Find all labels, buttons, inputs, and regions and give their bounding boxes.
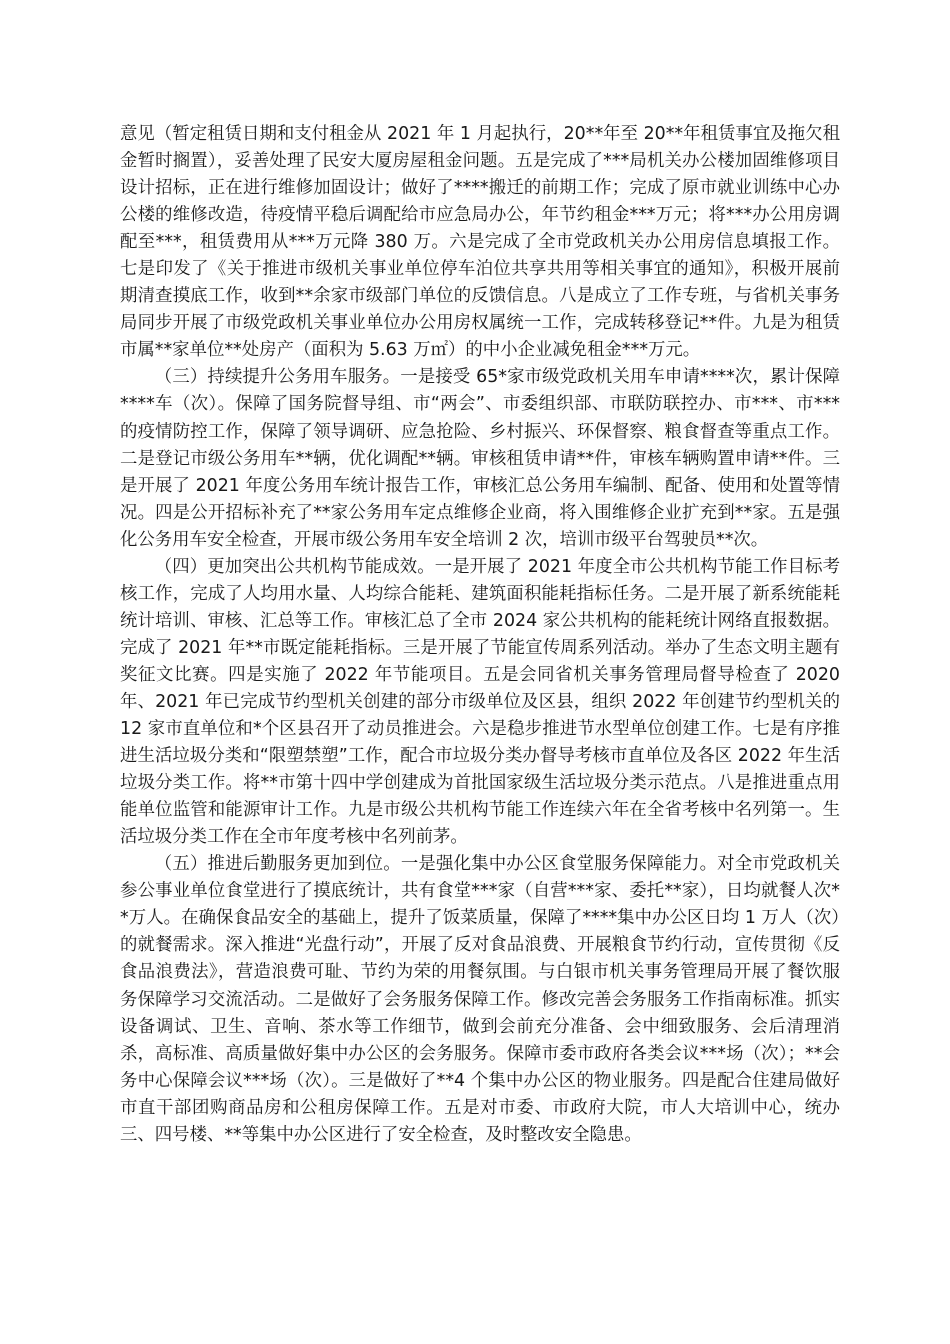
document-body bbox=[120, 121, 840, 1149]
paragraph-official-vehicles: （三）持续提升公务用车服务。一是接受 65*家市级党政机关用车申请****次，累计保障****车（次）。保障了国务院督导组、市“两会”、市委组织部、市联防联控办、市***、市***的疫情防控工作，保障了领导调研、应急抢险、乡村振兴、环保督察、粮食督查等重点工作。二是登记市级公务用车**辆，优化调配**辆。审核租赁申请**件，审核车辆购置申请**件。三是开展了 2021 年度公务用车统计报告工作，审核汇总公务用车编制、配备、使用和处置等情况。四是公开招标补充了**家公务用车定点维修企业商，将入围维修企业扩充到**家。五是强化公务用车安全检查，开展市级公务用车安全培训 2 次，培训市级平台驾驶员**次。 bbox=[120, 367, 840, 550]
paragraph-office-housing: 意见（暂定租赁日期和支付租金从 2021 年 1 月起执行，20**年至 20**年租赁事宜及拖欠租金暂时搁置），妥善处理了民安大厦房屋租金问题。五是完成了***局机关办公楼加固维修项目设计招标，正在进行维修加固设计；做好了****搬迁的前期工作；完成了原市就业训练中心办公楼的维修改造，待疫情平稳后调配给市应急局办公，年节约租金***万元；将***办公用房调配至***，租赁费用从***万元降 380 万。六是完成了全市党政机关办公用房信息填报工作。七是印发了《关于推进市级机关事业单位停车泊位共享共用等相关事宜的通知》，积极开展前期清查摸底工作，收到**余家市级部门单位的反馈信息。八是成立了工作专班，与省机关事务局同步开展了市级党政机关事业单位办公用房权属统一工作，完成转移登记**件。九是为租赁市属**家单位**处房产（面积为 5.63 万㎡）的中小企业减免租金***万元。 bbox=[120, 124, 840, 361]
paragraph-logistics-services: （五）推进后勤服务更加到位。一是强化集中办公区食堂服务保障能力。对全市党政机关参公事业单位食堂进行了摸底统计，共有食堂***家（自营***家、委托**家），日均就餐人次**万人。在确保食品安全的基础上，提升了饭菜质量，保障了****集中办公区日均 1 万人（次）的就餐需求。深入推进“光盘行动”，开展了反对食品浪费、开展粮食节约行动，宣传贯彻《反食品浪费法》，营造浪费可耻、节约为荣的用餐氛围。与白银市机关事务管理局开展了餐饮服务保障学习交流活动。二是做好了会务服务保障工作。修改完善会务服务工作指南标准。抓实设备调试、卫生、音响、茶水等工作细节，做到会前充分准备、会中细致服务、会后清理消杀，高标准、高质量做好集中办公区的会务服务。保障市委市政府各类会议***场（次）；**会务中心保障会议***场（次）。三是做好了**4 个集中办公区的物业服务。四是配合住建局做好市直干部团购商品房和公租房保障工作。五是对市委、市政府大院，市人大培训中心，统办三、四号楼、**等集中办公区进行了安全检查，及时整改安全隐患。 bbox=[120, 854, 840, 1145]
paragraph-energy-saving: （四）更加突出公共机构节能成效。一是开展了 2021 年度全市公共机构节能工作目标考核工作，完成了人均用水量、人均综合能耗、建筑面积能耗指标任务。二是开展了新系统能耗统计培训、审核、汇总等工作。审核汇总了全市 2024 家公共机构的能耗统计网络直报数据。完成了 2021 年**市既定能耗指标。三是开展了节能宣传周系列活动。举办了生态文明主题有奖征文比赛。四是实施了 2022 年节能项目。五是会同省机关事务管理局督导检查了 2020 年、2021 年已完成节约型机关创建的部分市级单位及区县，组织 2022 年创建节约型机关的 12 家市直单位和*个区县召开了动员推进会。六是稳步推进节水型单位创建工作。七是有序推进生活垃圾分类和“限塑禁塑”工作，配合市垃圾分类办督导考核市直单位及各区 2022 年生活垃圾分类工作。将**市第十四中学创建成为首批国家级生活垃圾分类示范点。八是推进重点用能单位监管和能源审计工作。九是市级公共机构节能工作连续六年在全省考核中名列第一。生活垃圾分类工作在全市年度考核中名列前茅。 bbox=[120, 556, 840, 848]
